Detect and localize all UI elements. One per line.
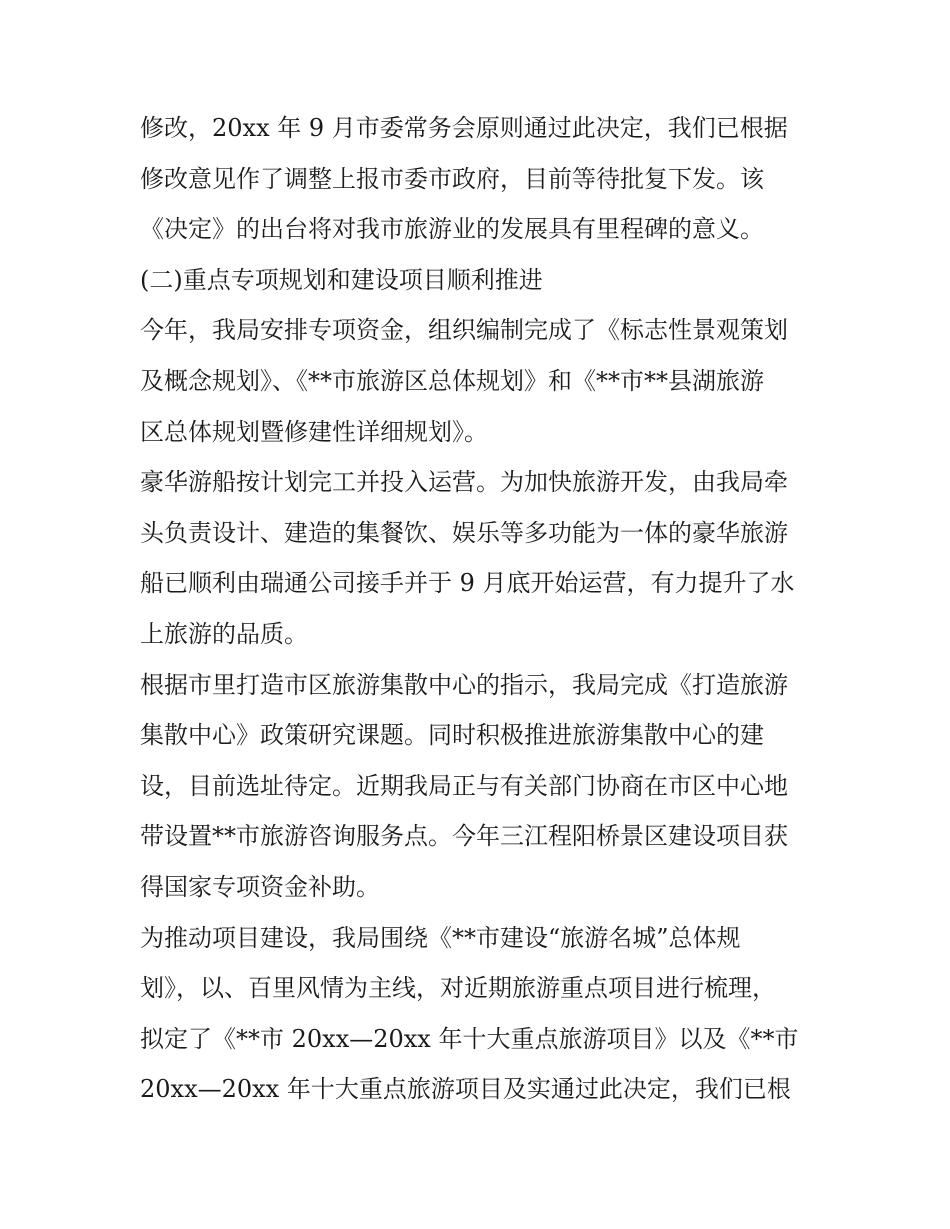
text-line: 今年，我局安排专项资金，组织编制完成了《标志性景观策划 <box>140 316 788 345</box>
text-line: 设，目前选址待定。近期我局正与有关部门协商在市区中心地 <box>140 771 788 800</box>
text-line: 《决定》的出台将对我市旅游业的发展具有里程碑的意义。 <box>140 215 764 244</box>
text-line: 划》，以、百里风情为主线，对近期旅游重点项目进行梳理， <box>140 974 776 1003</box>
document-body <box>140 103 820 1115</box>
text-line: 及概念规划》、《**市旅游区总体规划》和《**市**县湖旅游 <box>140 366 764 395</box>
text-line: 区总体规划暨修建性详细规划》。 <box>140 417 488 446</box>
text-line: 集散中心》政策研究课题。同时积极推进旅游集散中心的建 <box>140 721 764 750</box>
text-line: 带设置**市旅游咨询服务点。今年三江程阳桥景区建设项目获 <box>140 822 788 851</box>
text-line: 修改，20xx 年 9 月市委常务会原则通过此决定，我们已根据 <box>140 114 788 142</box>
text-line: 拟定了《**市 20xx—20xx 年十大重点旅游项目》以及《**市 <box>140 1024 799 1053</box>
text-line: 豪华游船按计划完工并投入运营。为加快旅游开发，由我局牵 <box>140 468 788 497</box>
text-line: 船已顺利由瑞通公司接手并于 9 月底开始运营，有力提升了水 <box>140 569 795 598</box>
text-line: 修改意见作了调整上报市委市政府，目前等待批复下发。该 <box>140 164 764 193</box>
section-heading: (二)重点专项规划和建设项目顺利推进 <box>140 265 543 294</box>
text-line: 为推动项目建设，我局围绕《**市建设“旅游名城”总体规 <box>140 923 741 952</box>
text-line: 头负责设计、建造的集餐饮、娱乐等多功能为一体的豪华旅游 <box>140 518 788 547</box>
text-line: 上旅游的品质。 <box>140 619 308 648</box>
text-line: 20xx—20xx 年十大重点旅游项目及实通过此决定，我们已根 <box>140 1075 791 1104</box>
text-line: 得国家专项资金补助。 <box>140 872 380 901</box>
text-line: 根据市里打造市区旅游集散中心的指示，我局完成《打造旅游 <box>140 670 788 699</box>
